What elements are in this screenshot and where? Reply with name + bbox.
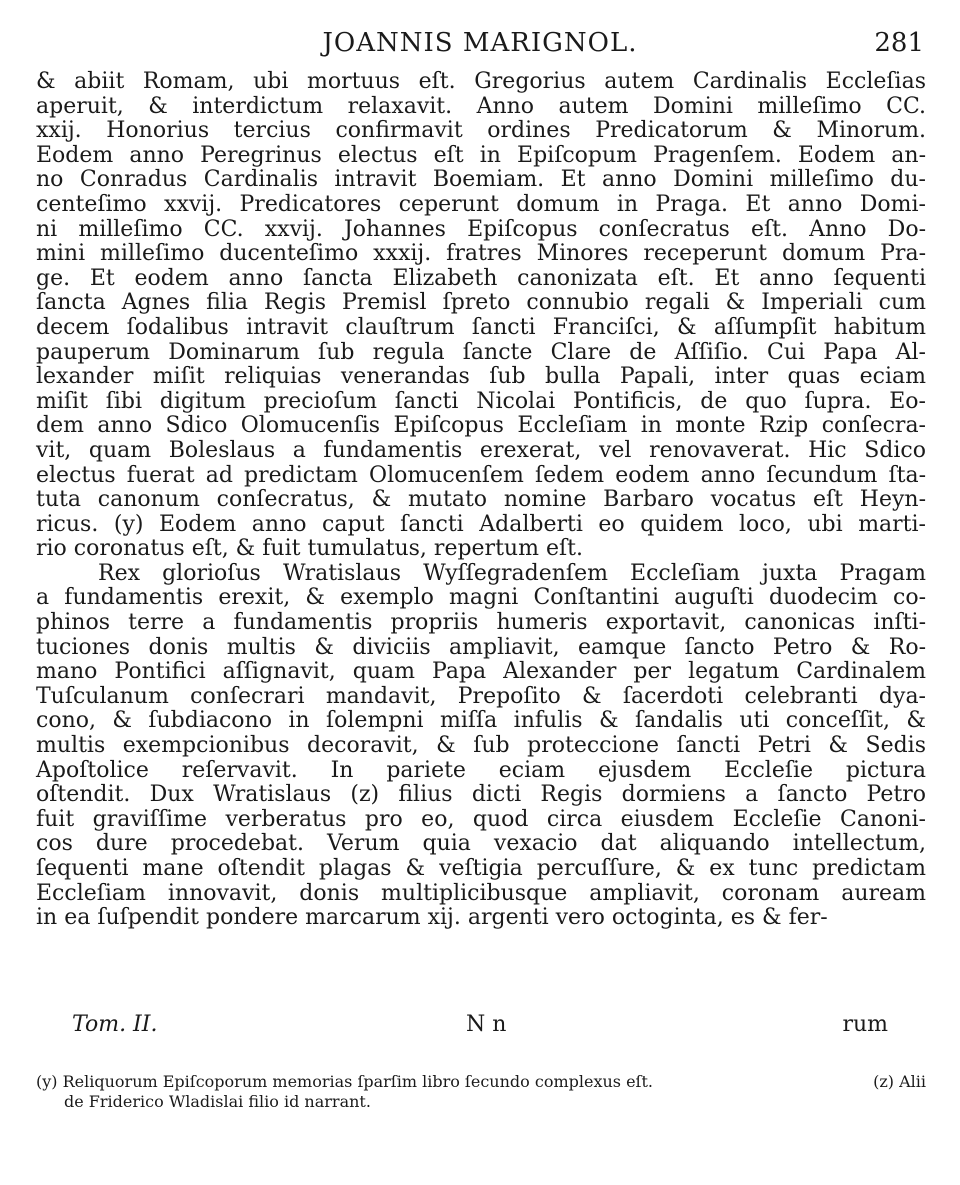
catch-line bbox=[36, 1012, 926, 1042]
text-line: centeſimo xxvij. Predicatores ceperunt domum in Praga. Et anno Domi- bbox=[36, 191, 926, 217]
page-number: 281 bbox=[874, 28, 924, 58]
text-line: ni milleſimo CC. xxvij. Johannes Epiſcopus conſecratus eſt. Anno Do- bbox=[36, 216, 926, 242]
text-line: oſtendit. Dux Wratislaus (z) filius dicti Regis dormiens a ſancto Petro bbox=[36, 782, 926, 808]
text-line: decem ſodalibus intravit clauſtrum ſancti Franciſci, & aſſumpſit habitum bbox=[36, 314, 926, 340]
text-line: ge. Et eodem anno ſancta Elizabeth canonizata eſt. Et anno ſequenti bbox=[36, 265, 926, 291]
text-line: Tuſculanum conſecrari mandavit, Prepoſito & ſacerdoti celebranti dya- bbox=[36, 683, 926, 709]
text-line: Eodem anno Peregrinus electus eſt in Epiſcopum Pragenſem. Eodem an- bbox=[36, 142, 926, 168]
main-text bbox=[36, 70, 926, 931]
paragraph-1 bbox=[36, 70, 926, 562]
text-line: cono, & ſubdiacono in ſolempni miſſa infulis & ſandalis uti conceſſit, & bbox=[36, 708, 926, 734]
text-line: no Conradus Cardinalis intravit Boemiam. Et anno Domini milleſimo du- bbox=[36, 167, 926, 193]
text-line: mano Pontifici aſſignavit, quam Papa Alexander per legatum Cardinalem bbox=[36, 659, 926, 685]
text-line: Eccleſiam innovavit, donis multiplicibusque ampliavit, coronam auream bbox=[36, 880, 926, 906]
footnotes bbox=[36, 1072, 926, 1112]
text-line: ſancta Agnes filia Regis Premisl ſpreto connubio regali & Imperiali cum bbox=[36, 290, 926, 316]
footnote-z-start: (z) Alii bbox=[873, 1072, 926, 1091]
text-line: a fundamentis erexit, & exemplo magni Conſtantini auguſti duodecim co- bbox=[36, 585, 926, 611]
text-line: ricus. (y) Eodem anno caput ſancti Adalberti eo quidem loco, ubi marti- bbox=[36, 511, 926, 537]
text-line: & abiit Romam, ubi mortuus eſt. Gregorius autem Cardinalis Eccleſias bbox=[36, 69, 926, 94]
text-line: ſequenti mane oſtendit plagas & veſtigia percuſſure, & ex tunc predictam bbox=[36, 856, 926, 881]
text-line: dem anno Sdico Olomucenſis Epiſcopus Eccleſiam in monte Rzip conſecra- bbox=[36, 413, 926, 439]
text-line: phinos terre a fundamentis propriis humeris exportavit, canonicas inſti- bbox=[36, 610, 926, 636]
text-line: lexander miſit reliquias venerandas ſub bulla Papali, inter quas eciam bbox=[36, 364, 926, 390]
page-header bbox=[36, 28, 924, 68]
text-line: xxij. Honorius tercius confirmavit ordines Predicatorum & Minorum. bbox=[36, 118, 926, 144]
text-line: vit, quam Boleslaus a fundamentis erexerat, vel renovaverat. Hic Sdico bbox=[36, 437, 926, 463]
footnote-y: (y) Reliquorum Epiſcoporum memorias ſparſim libro ſecundo complexus eſt. bbox=[36, 1072, 653, 1091]
text-line: rio coronatus eſt, & fuit tumulatus, repertum eſt. bbox=[36, 536, 583, 562]
gathering-signature: N n bbox=[466, 1012, 507, 1037]
paragraph-2 bbox=[36, 562, 926, 931]
text-line: cos dure procedebat. Verum quia vexacio dat aliquando intellectum, bbox=[36, 831, 926, 857]
text-line: electus fuerat ad predictam Olomucenſem ſedem eodem anno ſecundum ſta- bbox=[36, 462, 926, 488]
text-line: multis exempcionibus decoravit, & ſub proteccione ſancti Petri & Sedis bbox=[36, 733, 926, 759]
text-line: Apoſtolice reſervavit. In pariete eciam ejusdem Eccleſie pictura bbox=[36, 757, 926, 783]
text-line: in ea ſuſpendit pondere marcarum xij. argenti vero octoginta, es & fer- bbox=[36, 905, 828, 931]
text-line: fuit graviſſime verberatus pro eo, quod circa eiusdem Eccleſie Canoni- bbox=[36, 806, 926, 832]
running-head: JOANNIS MARIGNOL. bbox=[322, 28, 638, 58]
text-line: aperuit, & interdictum relaxavit. Anno autem Domini milleſimo CC. bbox=[36, 93, 926, 119]
text-line: mini milleſimo ducenteſimo xxxij. fratres Minores receperunt domum Pra- bbox=[36, 241, 926, 267]
text-line: pauperum Dominarum ſub regula ſancte Clare de Aſſiſio. Cui Papa Al- bbox=[36, 339, 926, 365]
text-line: tuciones donis multis & diviciis ampliavit, eamque ſancto Petro & Ro- bbox=[36, 634, 926, 660]
text-line: miſit ſibi digitum precioſum ſancti Nicolai Pontificis, de quo ſupra. Eo- bbox=[36, 388, 926, 414]
text-line: tuta canonum conſecratus, & mutato nomine Barbaro vocatus eſt Heyn- bbox=[36, 487, 926, 513]
footnote-z-continuation: de Friderico Wladislai filio id narrant. bbox=[64, 1092, 371, 1111]
text-line: Rex glorioſus Wratislaus Wyſſegradenſem Eccleſiam juxta Pragam bbox=[98, 560, 926, 586]
volume-signature: Tom. II. bbox=[72, 1012, 158, 1037]
catchword: rum bbox=[842, 1012, 888, 1037]
